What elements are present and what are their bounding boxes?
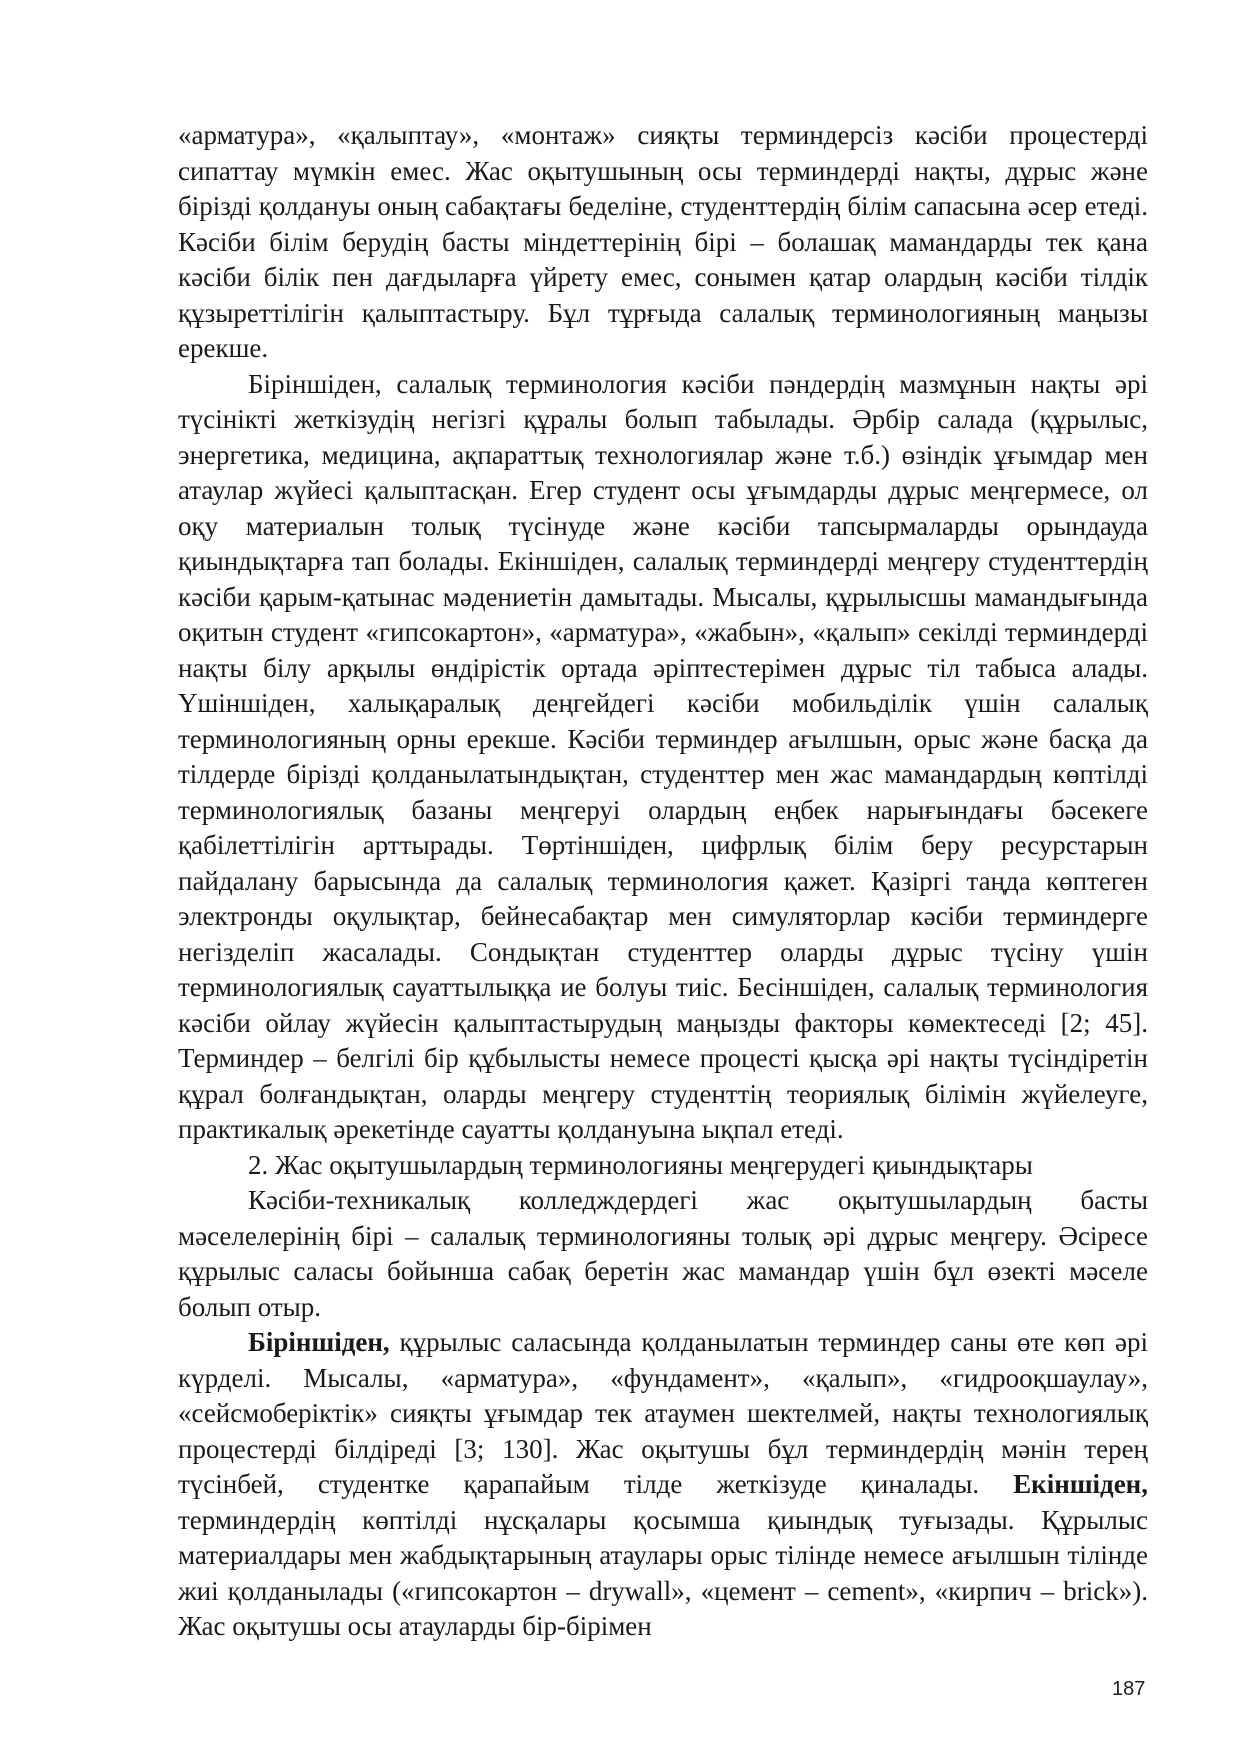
paragraph-2: Біріншіден, салалық терминология кәсіби пәндердің мазмұнын нақты әрі түсінікті жеткізудің негізгі құралы болып табылады. Әрбір салада (құрылыс, энергетика, медицина, ақпараттық технологиялар және т.б.) өзіндік ұғымдар мен атаулар жүйесі қалыптасқан. Егер студент осы ұғымдарды дұрыс меңгермесе, ол оқу материалын толық түсінуде және кәсіби тапсырмаларды орындауда қиындықтарға тап болады. Екіншіден, салалық терминдерді меңгеру студенттердің кәсіби қарым-қатынас мәдениетін дамытады. Мысалы, құрылысшы мамандығында оқитын студент «гипсокартон», «арматура», «жабын», «қалып» секілді терминдерді нақты білу арқылы өндірістік ортада әріптестерімен дұрыс тіл табыса алады. Үшіншіден, халықаралық деңгейдегі кәсіби мобильділік үшін салалық терминологияның орны ерекше. Кәсіби терминдер ағылшын, орыс және басқа да тілдерде бірізді қолданылатындықтан, студенттер мен жас мамандардың көптілді терминологиялық базаны меңгеруі олардың еңбек нарығындағы бәсекеге қабілеттілігін арттырады. Төртіншіден, цифрлық білім беру ресурстарын пайдалану барысында да салалық терминология қажет. Қазіргі таңда көптеген электронды оқулықтар, бейнесабақтар мен симуляторлар кәсіби терминдерге негізделіп жасалады. Сондықтан студенттер оларды дұрыс түсіну үшін терминологиялық сауаттылыққа ие болуы тиіс. Бесіншіден, салалық терминология кәсіби ойлау жүйесін қалыптастырудың маңызды факторы көмектеседі [2; 45]. Терминдер – белгілі бір құбылысты немесе процесті қысқа әрі нақты түсіндіретін құрал болғандықтан, оларды меңгеру студенттің теориялық білімін жүйелеуге, практикалық әрекетінде сауатты қолдануына ықпал етеді.: [178, 368, 1148, 1144]
page-number: 187: [1112, 1678, 1146, 1700]
section-heading: 2. Жас оқытушылардың терминологияны меңгерудегі қиындықтары: [248, 1149, 1033, 1180]
document-body: [178, 118, 1148, 1645]
paragraph-4-text-2: терминдердің көптілді нұсқалары қосымша қиындық туғызады. Құрылыс материалдары мен жабдықтарының атаулары орыс тілінде немесе ағылшын тілінде жиі қолданылады («гипсокартон – drywall», «цемент – cement», «кирпич – brick»). Жас оқытушы осы атауларды бір-бірімен: [178, 1504, 1148, 1641]
paragraph-4: [178, 1325, 1148, 1645]
paragraph-4-text-1: құрылыс саласында қолданылатын терминдер саны өте көп әрі күрделі. Мысалы, «арматура», «фундамент», «қалып», «гидрооқшаулау», «сейсмоберіктік» сияқты ұғымдар тек атаумен шектелмей, нақты технологиялық процестерді білдіреді [3; 130]. Жас оқытушы бұл терминдердің мәнін терең түсінбей, студентке қарапайым тілде жеткізуде қиналады.: [178, 1327, 1148, 1499]
paragraph-1: «арматура», «қалыптау», «монтаж» сияқты терминдерсіз кәсіби процестерді сипаттау мүмкін емес. Жас оқытушының осы терминдерді нақты, дұрыс және бірізді қолдануы оның сабақтағы беделіне, студенттердің білім сапасына әсер етеді. Кәсіби білім берудің басты міндеттерінің бірі – болашақ мамандарды тек қана кәсіби білік пен дағдыларға үйрету емес, сонымен қатар олардың кәсіби тілдік құзыреттілігін қалыптастыру. Бұл тұрғыда салалық терминологияның маңызы ерекше.: [178, 120, 1148, 363]
paragraph-3: Кәсіби-техникалық колледждердегі жас оқытушылардың басты мәселелерінің бірі – салалық терминологияны толық әрі дұрыс меңгеру. Әсіресе құрылыс саласы бойынша сабақ беретін жас мамандар үшін бұл өзекті мәселе болып отыр.: [178, 1185, 1148, 1322]
bold-lead-second: Екіншіден,: [1013, 1469, 1148, 1499]
bold-lead-first: Біріншіден,: [248, 1327, 390, 1357]
